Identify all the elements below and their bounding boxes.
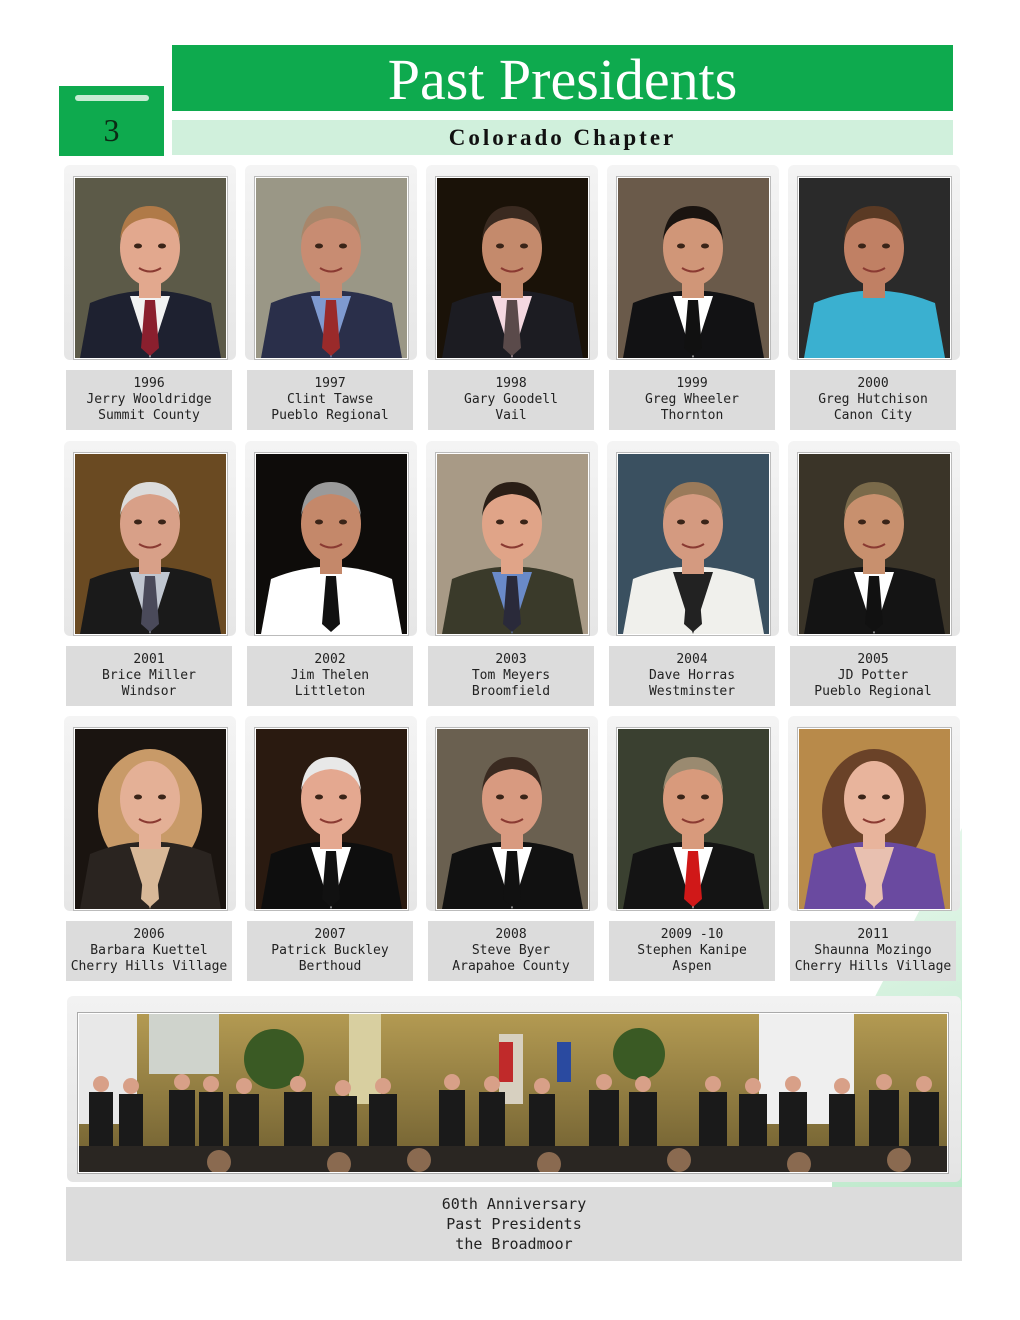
president-name: Gary Goodell — [464, 392, 558, 407]
president-portrait — [74, 177, 227, 359]
president-year: 2002 — [314, 652, 346, 667]
president-caption — [247, 921, 413, 981]
president-year: 2009 -10 — [660, 927, 724, 942]
president-year: 2000 — [857, 376, 889, 391]
president-year: 2003 — [495, 652, 527, 667]
president-portrait — [255, 728, 408, 910]
president-year: 2008 — [495, 927, 527, 942]
page-number: 3 — [103, 112, 120, 148]
president-name: Patrick Buckley — [271, 943, 389, 958]
president-year: 1997 — [314, 376, 346, 391]
president-chapter: Windsor — [121, 684, 177, 699]
president-chapter: Cherry Hills Village — [794, 959, 952, 974]
president-name: Jerry Wooldridge — [86, 392, 212, 407]
president-photo-card — [788, 165, 960, 360]
president-chapter: Vail — [495, 408, 527, 423]
president-name: Dave Horras — [648, 668, 736, 683]
president-name: Shaunna Mozingo — [814, 943, 932, 958]
president-chapter: Littleton — [294, 684, 366, 699]
title-banner — [172, 45, 953, 111]
president-year: 2005 — [857, 652, 889, 667]
president-portrait — [436, 177, 589, 359]
president-name: Greg Hutchison — [818, 392, 928, 407]
president-photo-card — [64, 165, 236, 360]
president-portrait — [255, 177, 408, 359]
president-photo-card — [426, 441, 598, 636]
group-caption-line: the Broadmoor — [455, 1235, 573, 1253]
president-chapter: Aspen — [672, 959, 712, 974]
president-portrait — [436, 453, 589, 635]
president-portrait — [798, 728, 951, 910]
president-portrait — [255, 453, 408, 635]
president-portrait — [617, 453, 770, 635]
president-caption — [247, 646, 413, 706]
president-caption — [66, 646, 232, 706]
president-caption — [428, 921, 594, 981]
badge-accent-bar — [75, 95, 149, 101]
group-photo — [78, 1013, 948, 1173]
president-photo-card — [788, 716, 960, 911]
president-portrait — [617, 177, 770, 359]
president-photo-card — [64, 716, 236, 911]
president-name: Tom Meyers — [471, 668, 551, 683]
president-caption — [609, 921, 775, 981]
group-caption-line: 60th Anniversary — [441, 1195, 587, 1213]
president-name: Stephen Kanipe — [637, 943, 747, 958]
president-photo-card — [607, 165, 779, 360]
group-photo-image — [79, 1014, 947, 1172]
president-caption — [790, 370, 956, 430]
president-chapter: Cherry Hills Village — [70, 959, 228, 974]
president-year: 1996 — [133, 376, 165, 391]
president-caption — [790, 646, 956, 706]
president-portrait — [798, 453, 951, 635]
president-caption — [609, 370, 775, 430]
president-name: JD Potter — [837, 668, 909, 683]
president-photo-card — [426, 716, 598, 911]
president-chapter: Pueblo Regional — [814, 684, 932, 699]
president-year: 2001 — [133, 652, 165, 667]
president-chapter: Thornton — [660, 408, 724, 423]
president-name: Greg Wheeler — [645, 392, 739, 407]
president-name: Steve Byer — [471, 943, 551, 958]
president-chapter: Arapahoe County — [452, 959, 570, 974]
president-year: 2004 — [676, 652, 708, 667]
president-caption — [428, 646, 594, 706]
president-caption — [66, 370, 232, 430]
president-photo-card — [245, 716, 417, 911]
president-year: 2006 — [133, 927, 165, 942]
subtitle-banner — [172, 120, 953, 155]
president-portrait — [798, 177, 951, 359]
president-year: 1999 — [676, 376, 708, 391]
president-photo-card — [245, 441, 417, 636]
president-year: 1998 — [495, 376, 527, 391]
president-name: Barbara Kuettel — [90, 943, 208, 958]
president-chapter: Westminster — [648, 684, 736, 699]
president-photo-card — [607, 716, 779, 911]
president-portrait — [74, 453, 227, 635]
president-portrait — [436, 728, 589, 910]
president-year: 2011 — [857, 927, 889, 942]
president-photo-card — [607, 441, 779, 636]
president-caption — [790, 921, 956, 981]
president-caption — [428, 370, 594, 430]
page-title: Past Presidents — [387, 47, 738, 112]
president-caption — [247, 370, 413, 430]
president-year: 2007 — [314, 927, 346, 942]
president-portrait — [74, 728, 227, 910]
president-photo-card — [426, 165, 598, 360]
president-chapter: Pueblo Regional — [271, 408, 389, 423]
president-photo-card — [788, 441, 960, 636]
president-name: Jim Thelen — [290, 668, 370, 683]
group-caption-line: Past Presidents — [446, 1215, 582, 1233]
president-chapter: Summit County — [98, 408, 200, 423]
group-caption — [66, 1187, 962, 1261]
president-chapter: Canon City — [833, 408, 913, 423]
president-chapter: Berthoud — [298, 959, 362, 974]
page-subtitle: Colorado Chapter — [448, 125, 677, 150]
page-number-badge — [59, 86, 164, 156]
president-caption — [66, 921, 232, 981]
president-caption — [609, 646, 775, 706]
president-chapter: Broomfield — [471, 684, 551, 699]
president-name: Brice Miller — [102, 668, 196, 683]
president-name: Clint Tawse — [286, 392, 374, 407]
president-photo-card — [64, 441, 236, 636]
president-portrait — [617, 728, 770, 910]
president-photo-card — [245, 165, 417, 360]
